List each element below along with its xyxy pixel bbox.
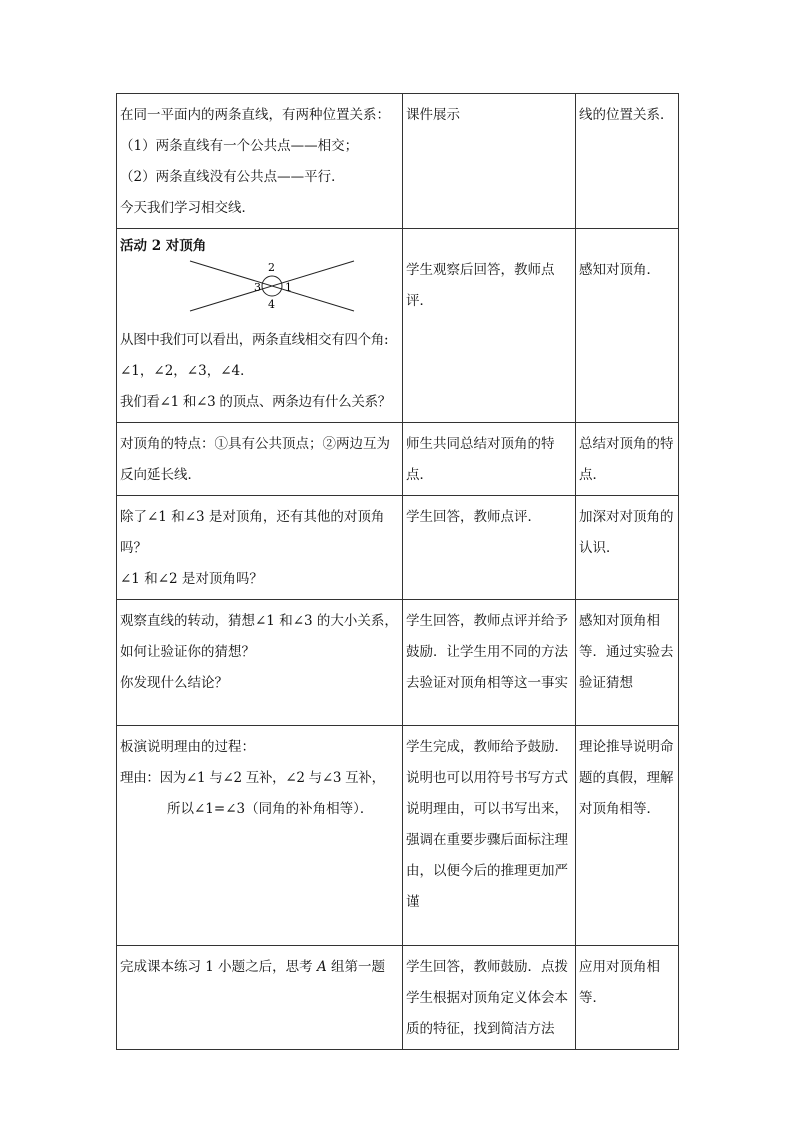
text-fragment: 组第一题	[326, 959, 386, 975]
text-block: 总结对顶角的特点．	[579, 436, 674, 483]
angle-label-1: 1	[285, 281, 292, 294]
teaching-content-cell	[117, 94, 403, 229]
activity-cell	[403, 726, 576, 946]
activity-cell	[403, 94, 576, 229]
table-row	[117, 229, 679, 423]
text-line: 理由：因为∠1 与∠2 互补，∠2 与∠3 互补，	[120, 770, 385, 786]
text-block: 学生回答，教师点评．	[406, 509, 541, 525]
activity-cell	[403, 496, 576, 600]
text-block: 课件展示	[406, 107, 460, 123]
text-block: 线的位置关系．	[579, 107, 674, 123]
text-block: 说明也可以用符号书写方式说明理由，可以书写出来，强调在重要步骤后面标注理由，以便今后的推理更加严谨	[406, 770, 568, 910]
table-row	[117, 946, 679, 1050]
angle-label-4: 4	[268, 298, 275, 311]
text-block: 观察直线的转动，猜想∠1 和∠3 的大小关系，如何让验证你的猜想？	[120, 613, 398, 660]
text-line: 在同一平面内的两条直线，有两种位置关系：	[120, 107, 390, 123]
text-block: 学生观察后回答，教师点评．	[406, 262, 555, 309]
angle-label-2: 2	[268, 261, 275, 274]
text-block: 应用对顶角相等．	[579, 959, 660, 1006]
text-block: 你发现什么结论？	[120, 675, 228, 691]
text-line: （2）两条直线没有公共点——平行．	[120, 169, 345, 185]
text-block: 学生回答，教师鼓励．点拨学生根据对顶角定义体会本质的特征，找到简洁方法	[406, 959, 568, 1037]
text-block: 学生完成，教师给予鼓励．	[406, 739, 568, 755]
table-row	[117, 423, 679, 496]
text-block: 感知对顶角．	[579, 262, 660, 278]
text-fragment: 完成课本练习 1 小题之后，思考	[120, 959, 317, 975]
text-line: 从图中我们可以看出，两条直线相交有四个角:	[120, 332, 389, 348]
angle-label-3: 3	[254, 281, 261, 294]
text-block: 学生回答，教师点评并给予鼓励．让学生用不同的方法去验证对顶角相等这一事实	[406, 613, 568, 691]
text-block: 对顶角的特点：①具有公共顶点；②两边互为反向延长线．	[120, 436, 390, 483]
activity-cell	[403, 229, 576, 423]
teaching-content-cell	[117, 423, 403, 496]
text-line: 今天我们学习相交线．	[120, 200, 255, 216]
teaching-content-cell	[117, 229, 403, 423]
teaching-content-cell	[117, 496, 403, 600]
text-line: 所以∠1=∠3（同角的补角相等）．	[167, 801, 374, 817]
text-block: 感知对顶角相等．通过实验去验证猜想	[579, 613, 674, 691]
intent-cell	[576, 600, 679, 726]
intent-cell	[576, 496, 679, 600]
text-block: 加深对对顶角的认识．	[579, 509, 674, 556]
intent-cell	[576, 423, 679, 496]
table-row	[117, 94, 679, 229]
teaching-content-cell	[117, 600, 403, 726]
teaching-content-cell	[117, 726, 403, 946]
group-letter: A	[316, 959, 327, 975]
table-row	[117, 726, 679, 946]
activity-cell	[403, 946, 576, 1050]
intent-cell	[576, 94, 679, 229]
intent-cell	[576, 946, 679, 1050]
lesson-plan-table	[116, 93, 679, 1050]
text-line: ∠1，∠2，∠3，∠4．	[120, 363, 254, 379]
table-row	[117, 600, 679, 726]
text-block: 理论推导说明命题的真假，理解对顶角相等．	[579, 739, 674, 817]
text-line: 板演说明理由的过程：	[120, 739, 255, 755]
activity-heading: 活动 2 对顶角	[120, 238, 207, 254]
activity-cell	[403, 600, 576, 726]
text-block	[120, 952, 399, 983]
teaching-content-cell	[117, 946, 403, 1050]
text-block: 师生共同总结对顶角的特点．	[406, 436, 555, 483]
intent-cell	[576, 726, 679, 946]
activity-cell	[403, 423, 576, 496]
text-line: 我们看∠1 和∠3 的顶点、两条边有什么关系？	[120, 394, 391, 410]
text-line: （1）两条直线有一个公共点——相交；	[120, 138, 359, 154]
intent-cell	[576, 229, 679, 423]
text-block: ∠1 和∠2 是对顶角吗？	[120, 571, 263, 587]
intersecting-lines-diagram	[120, 257, 399, 325]
text-block: 除了∠1 和∠3 是对顶角，还有其他的对顶角吗？	[120, 509, 385, 556]
table-row	[117, 496, 679, 600]
